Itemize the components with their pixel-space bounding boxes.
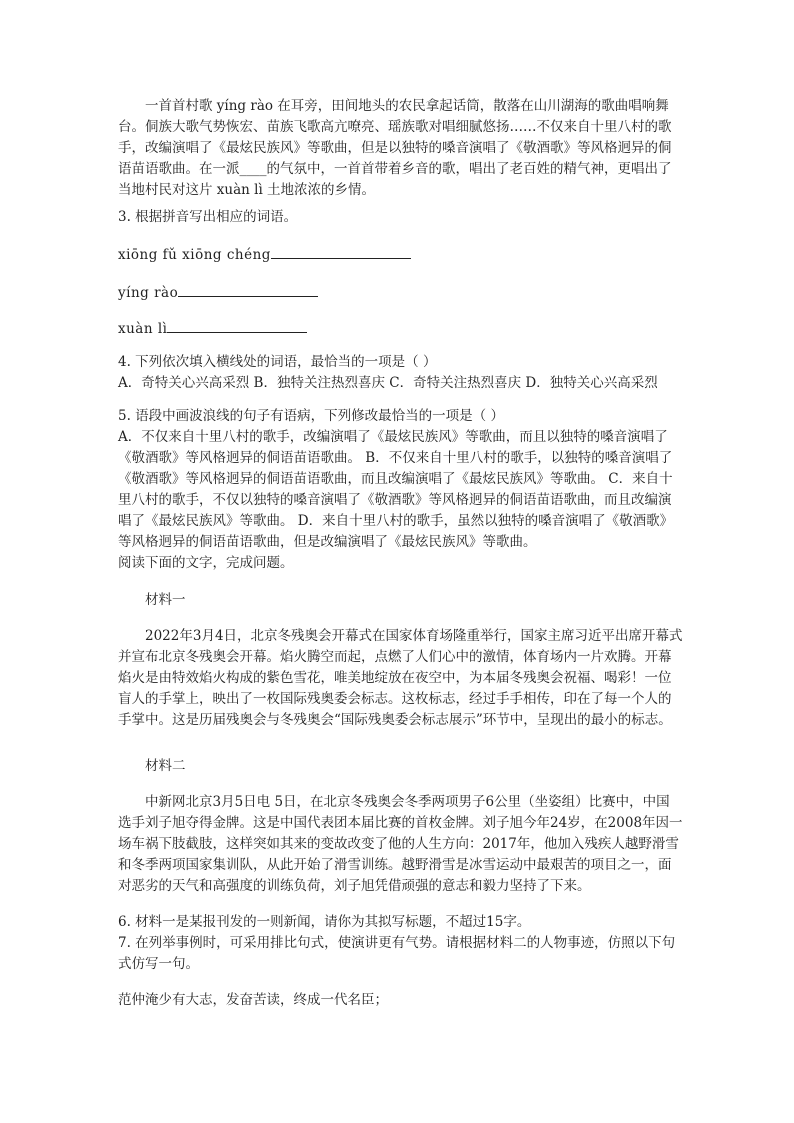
material-1-title: 材料一 [145,592,186,608]
question-5 [118,406,683,574]
question-7: 7. 在列举事例时，可采用排比句式，使演讲更有气势。请根据材料二的人物事迹，仿照以下句式仿写一句。 [118,935,676,972]
question-5-options: A．不仅来自十里八村的歌手，改编演唱了《最炫民族风》等歌曲，而且以独特的嗓音演唱了《敬酒歌》等风格迥异的侗语苗语歌曲。 B．不仅来自十里八村的歌手，以独特的嗓音演唱了《敬酒歌》等风格迥异的侗语苗语歌曲，而且改编演唱了《最炫民族风》等歌曲。 C．来自十里八村的歌手，不仅以独特的嗓音演唱了《敬酒歌》等风格迥异的侗语苗语歌曲，而且改编演唱了《最炫民族风》等歌曲。 D．来自十里八村的歌手，虽然以独特的嗓音演唱了《敬酒歌》等风格迥异的侗语苗语歌曲，但是改编演唱了《最炫民族风》等歌曲。 [118,429,674,550]
question-5-prompt: 5. 语段中画波浪线的句子有语病，下列修改最恰当的一项是（ ） [118,408,504,424]
blank-1 [271,244,411,259]
passage-paragraph: 一首首村歌 yíng rào 在耳旁，田间地头的农民拿起话筒，散落在山川湖海的歌曲唱响舞台。侗族大歌气势恢宏、苗族飞歌高亢嘹亮、瑶族歌对唱细腻悠扬……不仅来自十里八村的歌手，改编演唱了《最炫民族风》等歌曲，但是以独特的嗓音演唱了《敬酒歌》等风格迥异的侗语苗语歌曲。在一派____的气氛中，一首首带着乡音的歌，唱出了老百姓的精气神，更唱出了当地村民对这片 xuàn lì 土地浓浓的乡情。 [118,98,672,198]
blank-2 [178,282,318,297]
question-4 [118,352,683,394]
material-1-text: 2022年3月4日，北京冬残奥会开幕式在国家体育场隆重举行，国家主席习近平出席开幕式并宣布北京冬残奥会开幕。焰火腾空而起，点燃了人们心中的激情，体育场内一片欢腾。开幕焰火是由特效焰火构成的紫色雪花，唯美地绽放在夜空中，为本届冬残奥会祝福、喝彩！一位盲人的手掌上，映出了一枚国际残奥委会标志。这枚标志，经过手手相传，印在了每一个人的手掌中。这是历届残奥会与冬残奥会“国际残奥委会标志展示”环节中，呈现出的最小的标志。 [118,628,683,728]
pinyin-3: xuàn lì [118,321,168,337]
answer-line-3 [118,318,683,340]
reading-intro: 阅读下面的文字，完成问题。 [118,555,294,571]
question-4-options: A．奇特关心兴高采烈 B．独特关注热烈喜庆 C．奇特关注热烈喜庆 D．独特关心兴高采烈 [118,375,658,391]
answer-line-1 [118,244,683,266]
material-2-title: 材料二 [145,758,186,774]
example-sentence: 范仲淹少有大志，发奋苦读，终成一代名臣； [118,992,388,1008]
answer-line-2 [118,282,683,304]
question-6: 6. 材料一是某报刊发的一则新闻，请你为其拟写标题，不超过15字。 [118,914,531,930]
question-4-prompt: 4. 下列依次填入横线处的词语，最恰当的一项是（ ） [118,354,437,370]
pinyin-1: xiōng fǔ xiōng chéng [118,247,271,263]
question-3-prompt: 3. 根据拼音写出相应的词语。 [118,209,298,225]
blank-3 [167,318,307,333]
questions-6-7 [118,912,683,975]
pinyin-2: yíng rào [118,285,179,301]
material-2-text: 中新网北京3月5日电 5日，在北京冬残奥会冬季两项男子6公里（坐姿组）比赛中，中国选手刘子旭夺得金牌。这是中国代表团本届比赛的首枚金牌。刘子旭今年24岁，在2008年因一场车祸下肢截肢，这样突如其来的变故改变了他的人生方向：2017年，他加入残疾人越野滑雪和冬季两项国家集训队，从此开始了滑雪训练。越野滑雪是冰雪运动中最艰苦的项目之一，面对恶劣的天气和高强度的训练负荷，刘子旭凭借顽强的意志和毅力坚持了下来。 [118,794,683,894]
